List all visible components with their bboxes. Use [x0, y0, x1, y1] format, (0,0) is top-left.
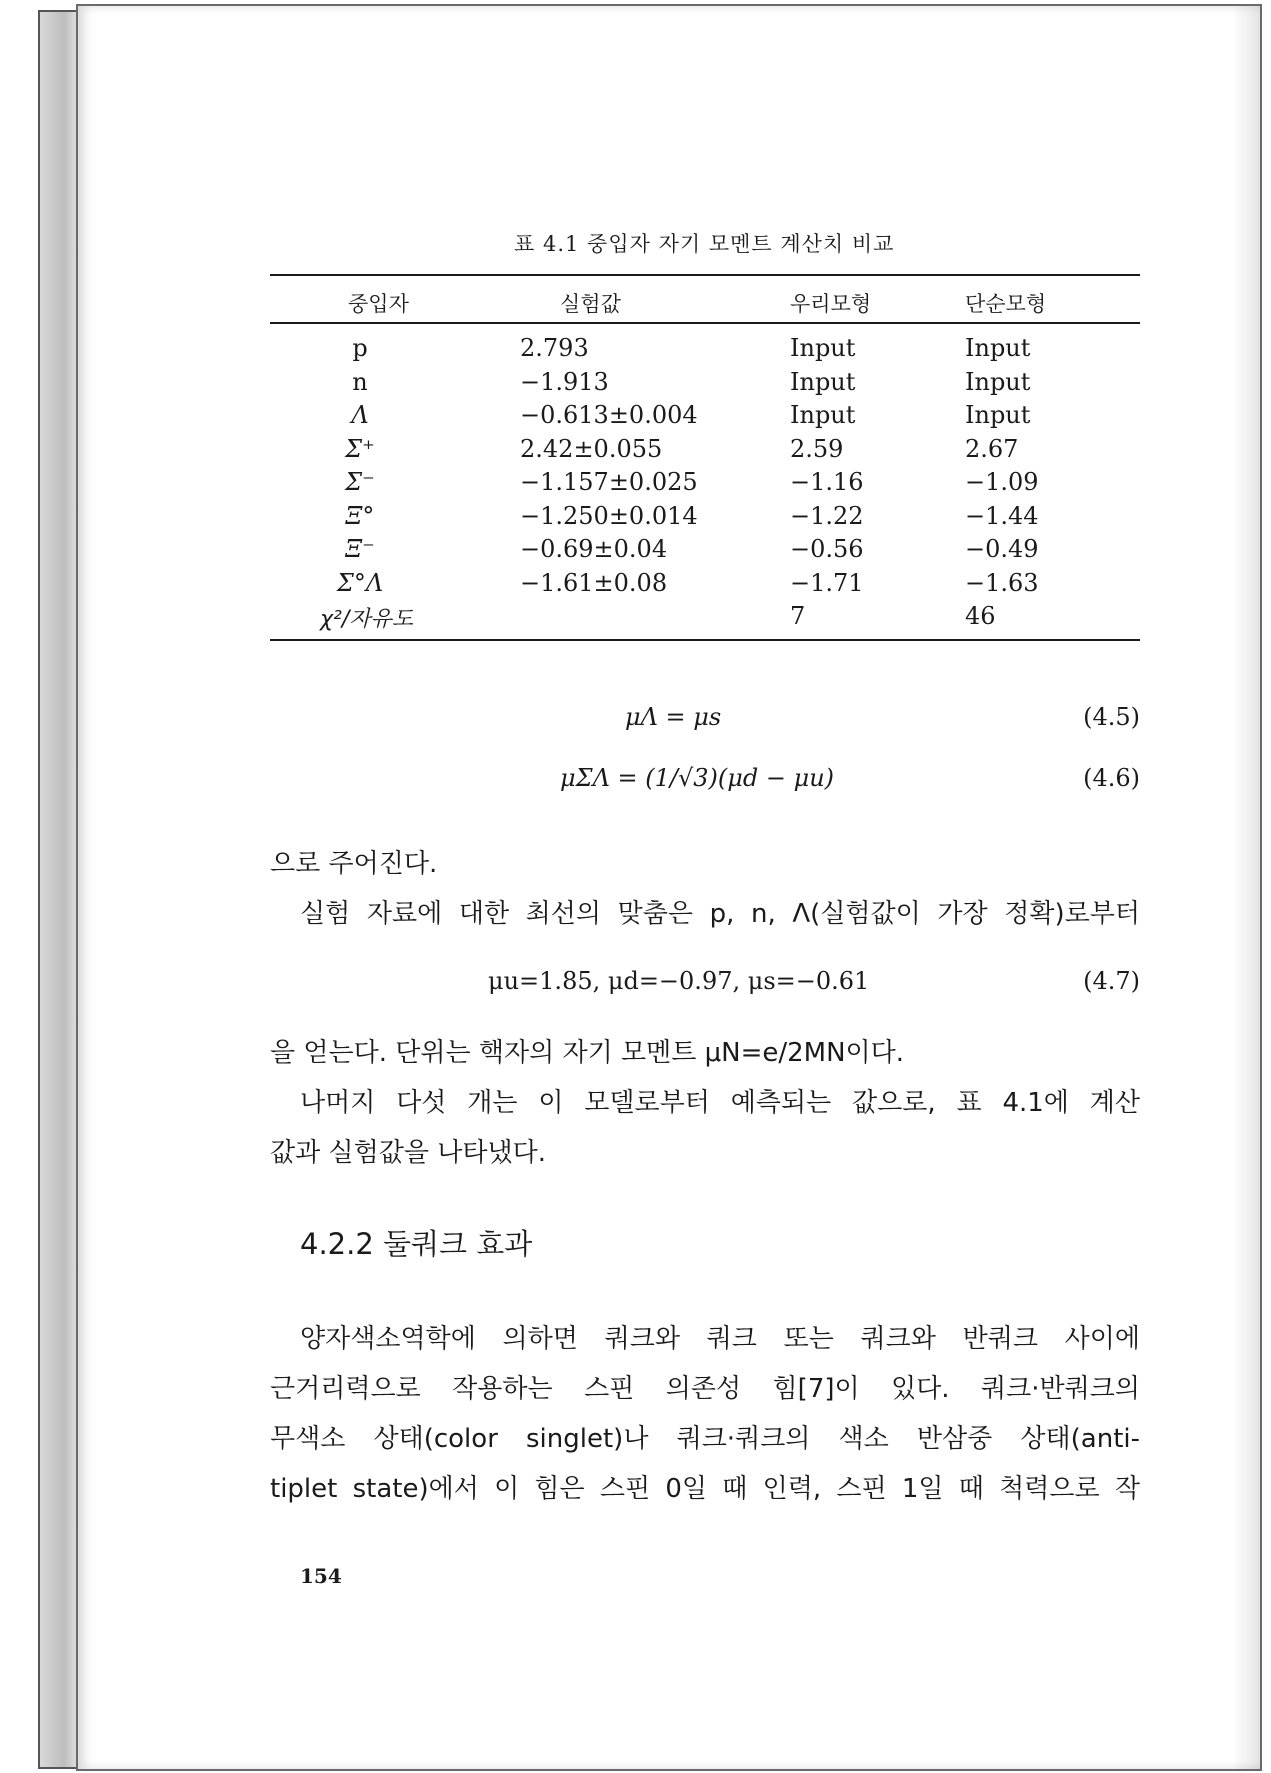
table-cell: −0.613±0.004 — [520, 401, 698, 429]
table-cell: 2.67 — [965, 434, 1019, 463]
table-row — [270, 602, 1140, 635]
equation-4-5-number: (4.5) — [1083, 703, 1140, 731]
table-cell: −0.49 — [965, 535, 1039, 563]
table-cell: −1.63 — [965, 568, 1039, 597]
paragraph-5-line-3: 무색소 상태(color singlet)나 쿼크·쿼크의 색소 반삼중 상태(anti- — [270, 1424, 1140, 1454]
table-header-rule — [270, 322, 1140, 324]
table-cell: −1.09 — [965, 468, 1039, 496]
table-cell: Input — [965, 367, 1031, 396]
table-cell: χ²/자유도 — [320, 607, 414, 632]
equation-4-5: μΛ = μs — [625, 703, 722, 731]
paragraph-5-line-4: tiplet state)에서 이 힘은 스핀 0일 때 인력, 스핀 1일 때 척력으로 작 — [270, 1474, 1140, 1504]
table-cell: −0.69±0.04 — [520, 535, 668, 563]
book-spine — [38, 10, 80, 1769]
paragraph-2: 실험 자료에 대한 최선의 맞춤은 p, n, Λ(실험값이 가장 정확)로부터 — [300, 899, 1140, 929]
table-cell: p — [352, 334, 368, 362]
table-header-experimental: 실험값 — [560, 292, 621, 316]
table-cell: −1.61±0.08 — [520, 568, 668, 597]
section-heading: 4.2.2 둘쿼크 효과 — [300, 1227, 533, 1261]
equation-4-7: μu=1.85, μd=−0.97, μs=−0.61 — [488, 967, 870, 995]
paragraph-5-line-1: 양자색소역학에 의하면 쿼크와 쿼크 또는 쿼크와 반쿼크 사이에 — [300, 1324, 1140, 1354]
table-cell: n — [352, 367, 368, 396]
table-cell: −1.913 — [520, 367, 609, 396]
table-top-rule — [270, 274, 1140, 276]
page-number: 154 — [300, 1564, 342, 1588]
paragraph-4-line-1: 나머지 다섯 개는 이 모델로부터 예측되는 값으로, 표 4.1에 계산 — [300, 1088, 1140, 1118]
table-row — [270, 468, 1140, 501]
table-cell: 2.793 — [520, 334, 589, 362]
table-row — [270, 401, 1140, 434]
table-cell: 46 — [965, 602, 996, 630]
table-cell: −1.250±0.014 — [520, 501, 698, 530]
table-cell: −1.16 — [790, 468, 864, 496]
paragraph-4-line-2: 값과 실험값을 나타냈다. — [270, 1138, 546, 1168]
equation-4-7-number: (4.7) — [1083, 967, 1140, 995]
table-cell: −1.44 — [965, 501, 1039, 530]
table-cell: Σ°Λ — [336, 568, 384, 597]
table-row — [270, 435, 1140, 468]
table-row — [270, 368, 1140, 401]
table-cell: Input — [790, 367, 856, 396]
table-row — [270, 535, 1140, 568]
table-cell: 7 — [790, 602, 806, 630]
table-cell: −1.71 — [790, 568, 864, 597]
table-cell: 2.59 — [790, 434, 844, 463]
table-bottom-rule — [270, 639, 1140, 641]
table-cell: −1.22 — [790, 501, 864, 530]
table-row — [270, 334, 1140, 367]
equation-4-6: μΣΛ = (1/√3)(μd − μu) — [560, 764, 835, 792]
table-cell: −0.56 — [790, 535, 864, 563]
table-header-baryon: 중입자 — [348, 292, 409, 316]
table-header-our-model: 우리모형 — [790, 292, 872, 316]
table-cell: Input — [965, 401, 1031, 429]
table-cell: Input — [790, 334, 856, 362]
table-cell: Σ⁻ — [345, 468, 375, 496]
equation-4-6-number: (4.6) — [1083, 764, 1140, 792]
table-cell: Σ⁺ — [345, 434, 375, 463]
table-caption: 표 4.1 중입자 자기 모멘트 계산치 비교 — [514, 232, 895, 256]
table-cell: Λ — [351, 401, 369, 429]
table-cell: Input — [965, 334, 1031, 362]
table-cell: Ξ⁻ — [345, 535, 375, 563]
table-cell: Input — [790, 401, 856, 429]
paragraph-1: 으로 주어진다. — [270, 849, 438, 879]
table-row — [270, 502, 1140, 535]
paragraph-5-line-2: 근거리력으로 작용하는 스핀 의존성 힘[7]이 있다. 쿼크·반쿼크의 — [270, 1374, 1140, 1404]
table-row — [270, 569, 1140, 602]
paragraph-3: 을 얻는다. 단위는 핵자의 자기 모멘트 μN=e/2MN이다. — [270, 1038, 905, 1068]
table-header-simple-model: 단순모형 — [965, 292, 1047, 316]
table-cell: Ξ° — [345, 501, 375, 530]
table-cell: 2.42±0.055 — [520, 434, 663, 463]
table-cell: −1.157±0.025 — [520, 468, 698, 496]
